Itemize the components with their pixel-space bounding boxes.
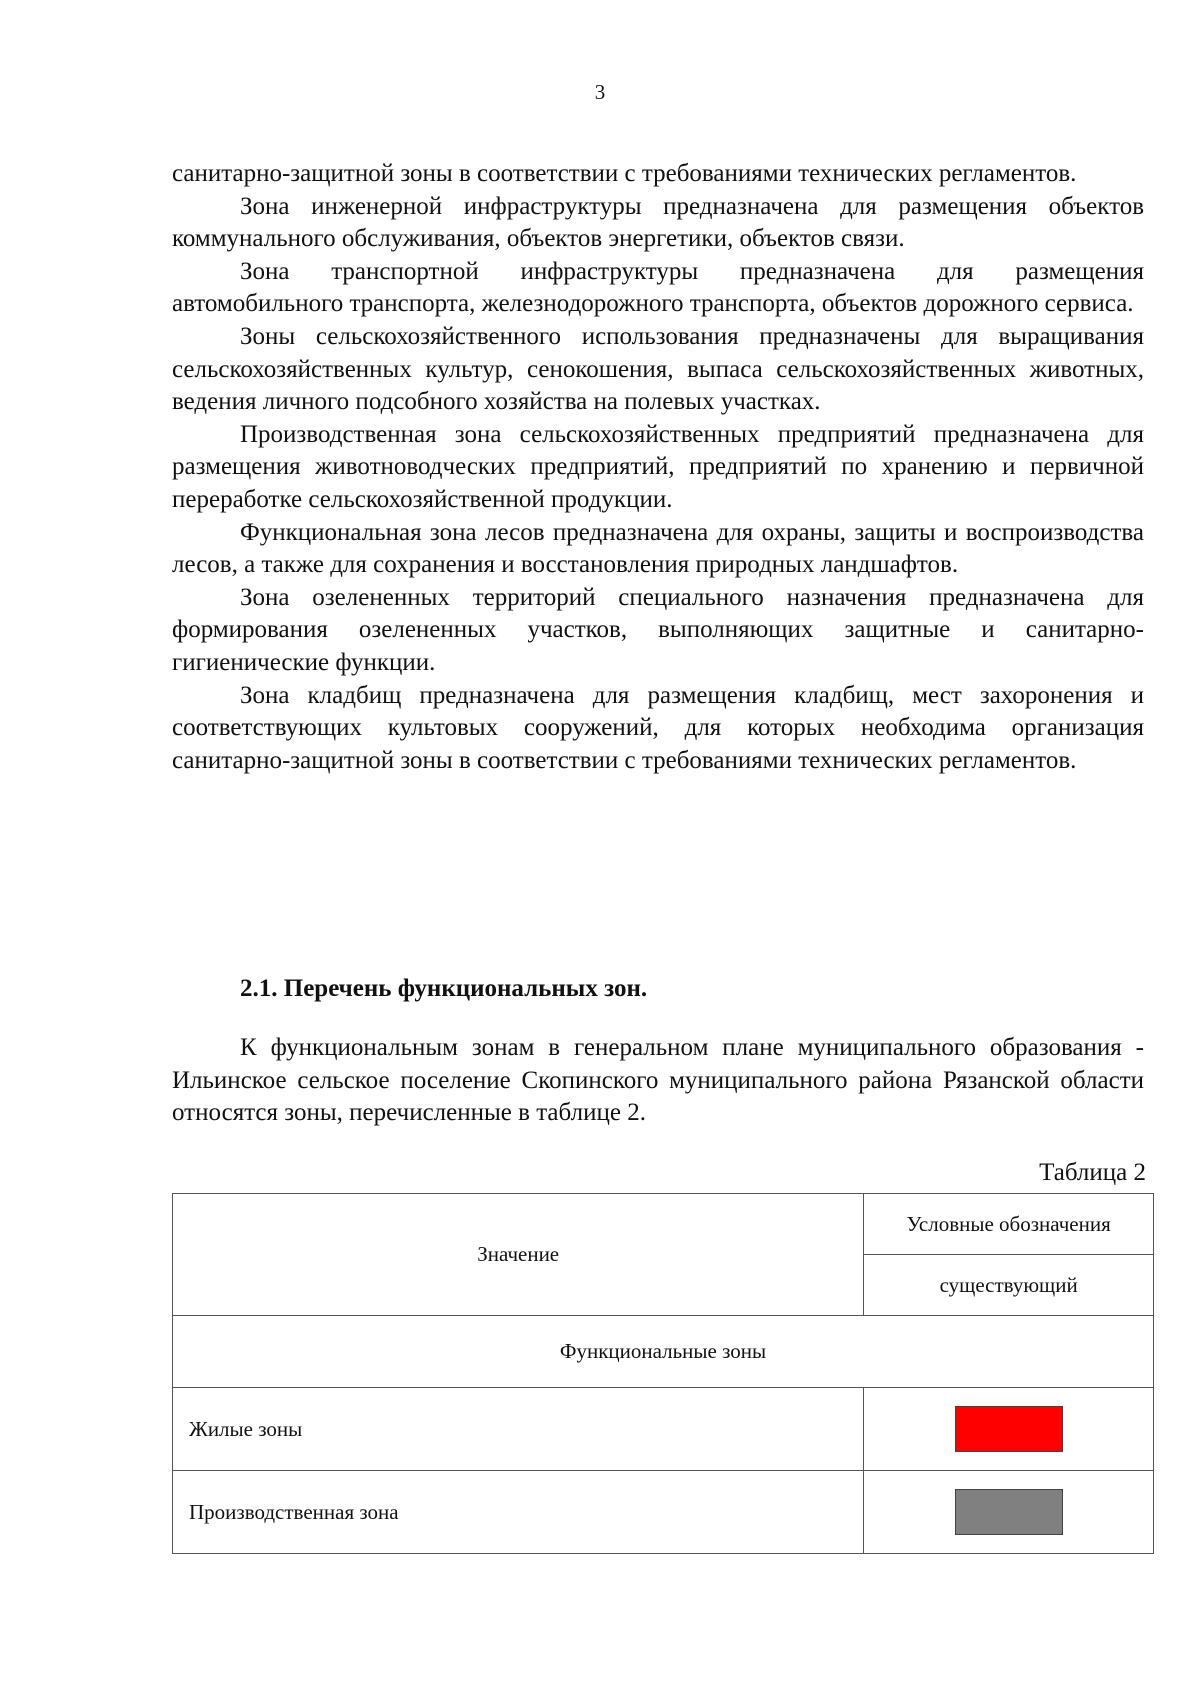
- zones-table: [172, 1193, 1154, 1554]
- paragraph-agricultural-production-zone: Производственная зона сельскохозяйственных предприятий предназначена для размещения животноводческих предприятий, предприятий по хранению и первичной переработке сельскохозяйственной продукции.: [172, 420, 1144, 513]
- paragraph-green-zone: Зона озелененных территорий специального назначения предназначена для формирования озелененных участков, выполняющих защитные и санитарно-гигиенические функции.: [172, 583, 1144, 676]
- paragraph-engineering-zone: Зона инженерной инфраструктуры предназначена для размещения объектов коммунального обслуживания, объектов энергетики, объектов связи.: [172, 192, 1144, 253]
- zone-label-cell: Жилые зоны: [173, 1388, 864, 1471]
- table-section-row: [173, 1316, 1154, 1388]
- page-number: 3: [594, 80, 606, 104]
- table-row: [173, 1388, 1154, 1471]
- header-value-cell: Значение: [173, 1194, 864, 1316]
- header-legend-sub-cell: существующий: [864, 1255, 1154, 1316]
- zone-swatch-cell: [864, 1471, 1154, 1554]
- section-label-cell: Функциональные зоны: [173, 1316, 1154, 1388]
- section-intro: [172, 1032, 1144, 1130]
- table-caption: Таблица 2: [1039, 1159, 1146, 1186]
- paragraph-cemetery-zone: Зона кладбищ предназначена для размещения кладбищ, мест захоронения и соответствующих культовых сооружений, для которых необходима организация санитарно-защитной зоны в соответствии с требованиями технических регламентов.: [172, 681, 1144, 774]
- paragraph-sanitary-zone-end: санитарно-защитной зоны в соответствии с требованиями технических регламентов.: [172, 160, 1077, 187]
- paragraph-agricultural-zones: Зоны сельскохозяйственного использования предназначены для выращивания сельскохозяйственных культур, сенокошения, выпаса сельскохозяйственных животных, ведения личного подсобного хозяйства на полевых участках.: [172, 322, 1144, 416]
- table-header-row: [173, 1194, 1154, 1255]
- intro-paragraph: К функциональным зонам в генеральном плане муниципального образования - Ильинское сельское поселение Скопинского муниципального района Рязанской области относятся зоны, перечисленные в таблице 2.: [172, 1034, 1144, 1127]
- body-text: [172, 158, 1144, 777]
- paragraph-forest-zone: Функциональная зона лесов предназначена для охраны, защиты и воспроизводства лесов, а также для сохранения и восстановления природных ландшафтов.: [172, 518, 1144, 579]
- paragraph-transport-zone: Зона транспортной инфраструктуры предназначена для размещения автомобильного транспорта, железнодорожного транспорта, объектов дорожного сервиса.: [172, 257, 1144, 318]
- residential-zone-swatch: [955, 1406, 1063, 1452]
- table-row: [173, 1471, 1154, 1554]
- section-heading: 2.1. Перечень функциональных зон.: [240, 975, 648, 1002]
- zone-label-cell: Производственная зона: [173, 1471, 864, 1554]
- zone-swatch-cell: [864, 1388, 1154, 1471]
- industrial-zone-swatch: [955, 1489, 1063, 1535]
- header-legend-cell: Условные обозначения: [864, 1194, 1154, 1255]
